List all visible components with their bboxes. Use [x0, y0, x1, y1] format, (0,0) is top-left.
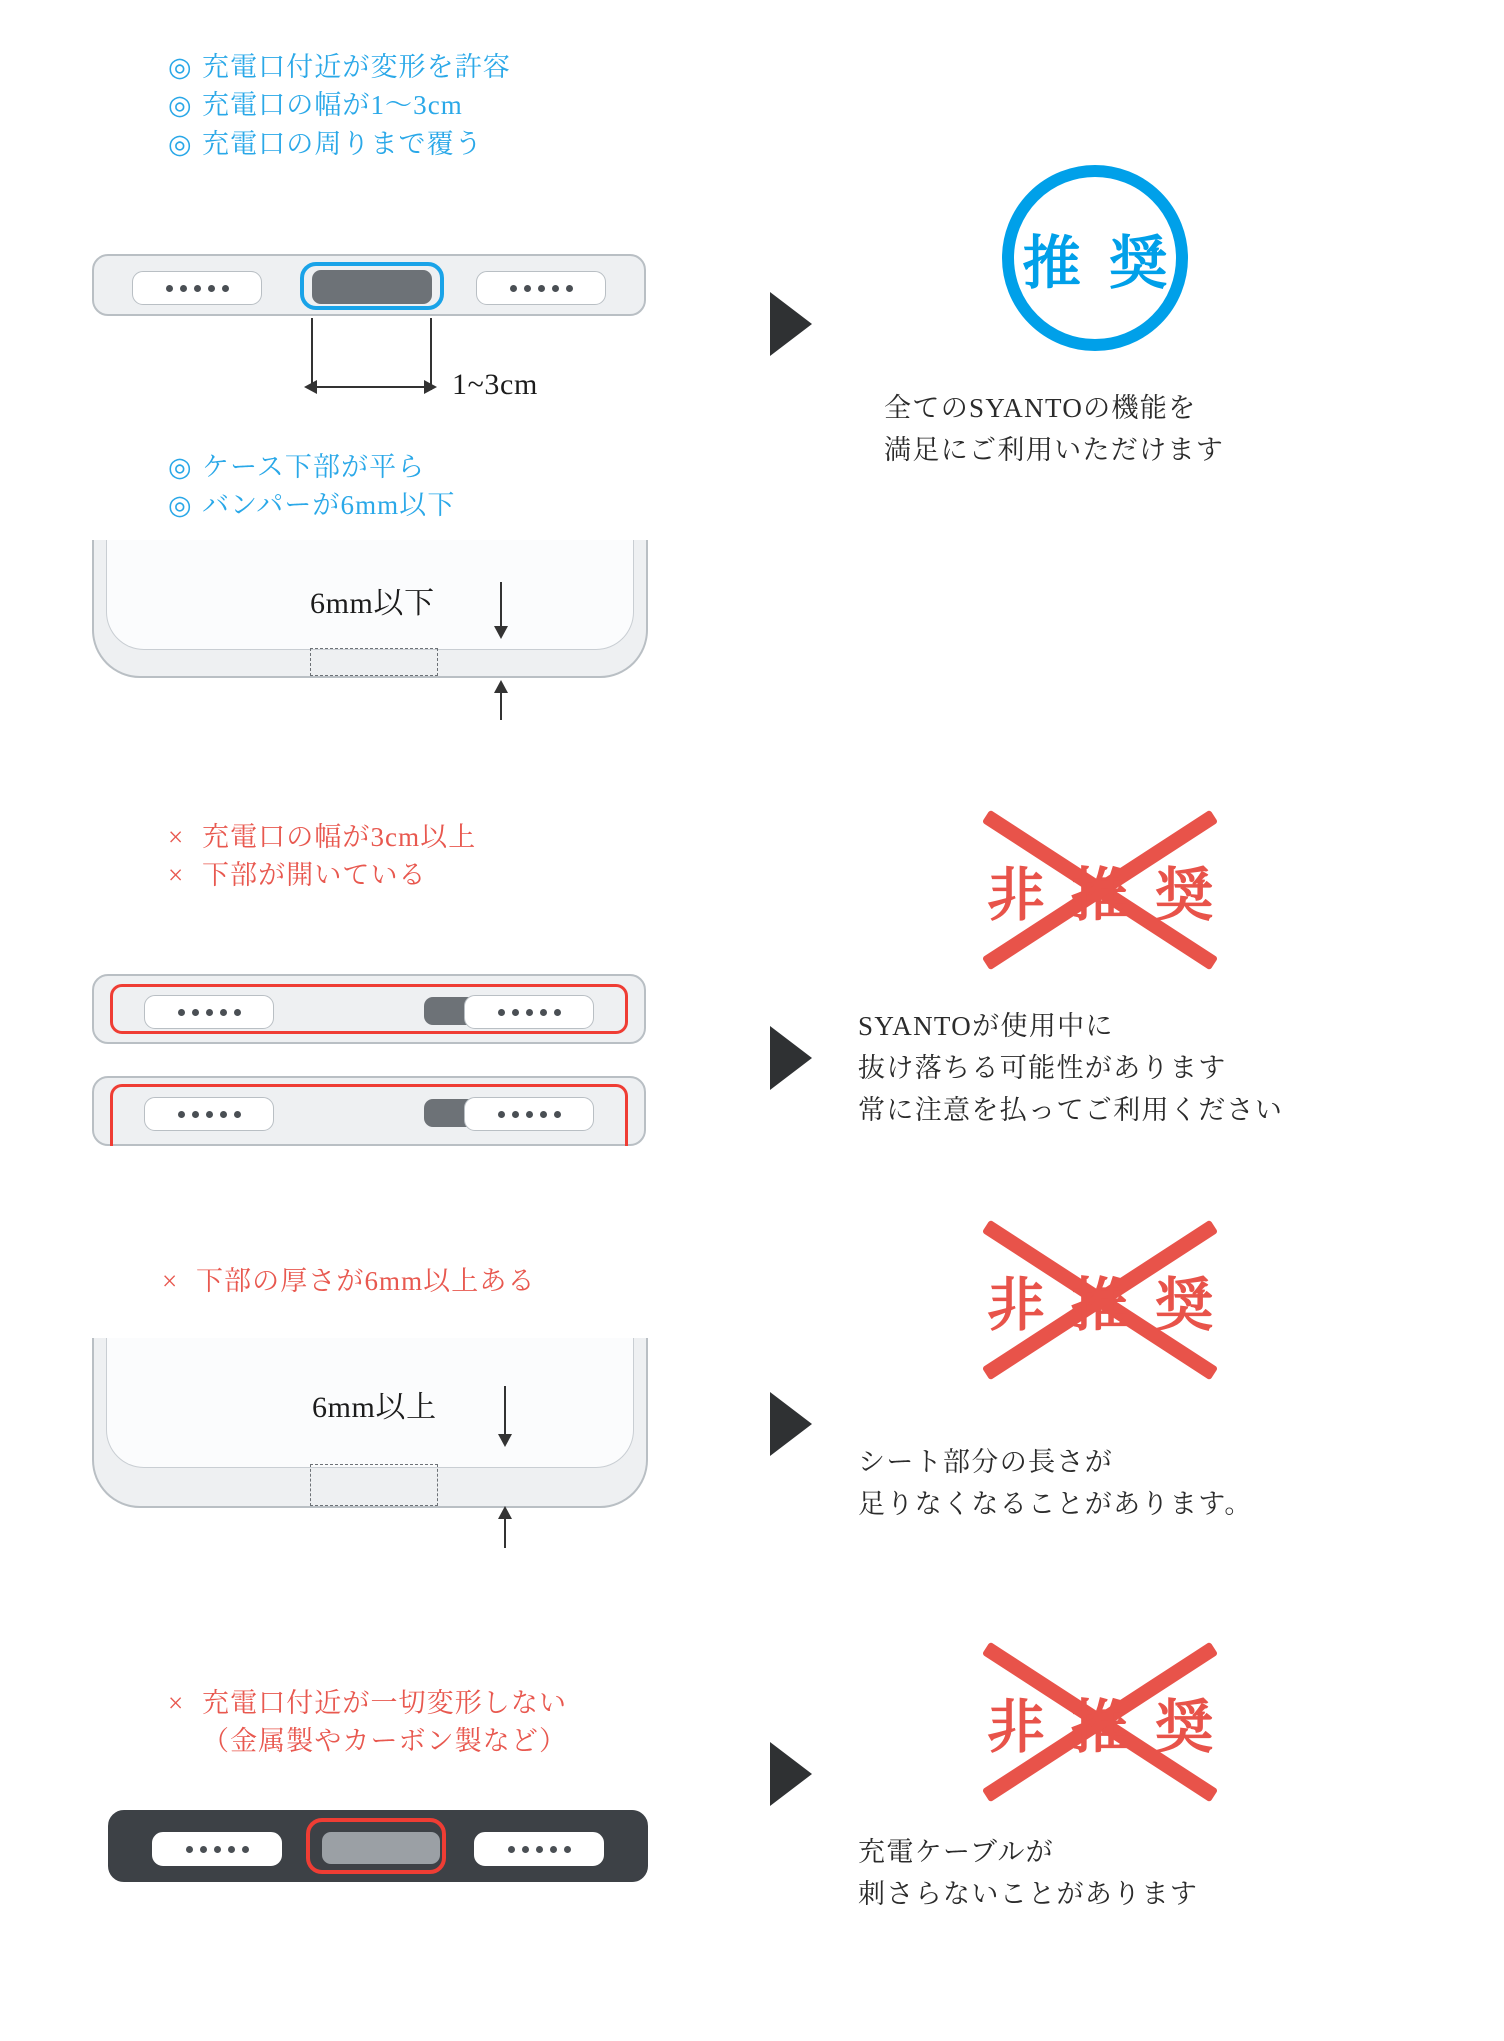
criteria-mark: ◎	[168, 90, 193, 121]
criteria-text: バンパーが6mm以下	[202, 490, 456, 521]
criteria-mark: ×	[162, 1266, 179, 1296]
measure-guide-thickness-bottom	[500, 690, 502, 720]
measure-guide-thickness-top	[500, 582, 502, 630]
caption-line: 抜け落ちる可能性があります	[858, 1052, 1227, 1083]
criteria-mark: ◎	[168, 52, 193, 82]
criteria-mark: ×	[168, 822, 185, 852]
sheet-insert-area	[310, 1464, 438, 1506]
measure-guide-thickness-bottom	[504, 1516, 506, 1548]
criteria-item	[168, 1722, 567, 1760]
criteria-mark: ◎	[168, 490, 193, 521]
case-cutout-outline-wide	[110, 984, 628, 1034]
criteria-item	[168, 818, 476, 856]
measure-label-port-width: 1~3cm	[452, 368, 538, 401]
caption-line: 足りなくなることがあります。	[858, 1488, 1253, 1519]
criteria-list-ng-rigid	[168, 1684, 567, 1761]
measure-label-bumper-thickness-ng: 6mm以上	[312, 1391, 437, 1424]
badge-not-recommended-width	[970, 802, 1230, 978]
criteria-text: （金属製やカーボン製など）	[202, 1726, 568, 1757]
criteria-text: 充電口の周りまで覆う	[202, 128, 483, 159]
criteria-text: 充電口付近が一切変形しない	[202, 1688, 568, 1718]
flow-pointer-ng-thickness	[770, 1392, 812, 1456]
badge-label: 非 推 奨	[986, 863, 1219, 928]
measure-guide-thickness-top	[504, 1386, 506, 1438]
criteria-item	[168, 856, 476, 894]
caption-recommended	[884, 388, 1224, 472]
caption-ng-thickness	[858, 1442, 1253, 1526]
speaker-grille-left	[132, 271, 262, 305]
flow-pointer-recommended	[770, 292, 812, 356]
case-cutout-outline-open-bottom	[110, 1084, 628, 1146]
caption-line: SYANTOが使用中に	[858, 1011, 1114, 1041]
caption-ng-width	[858, 1006, 1283, 1132]
measure-arrow-down	[498, 1434, 512, 1447]
criteria-text: ケース下部が平ら	[202, 452, 426, 482]
criteria-text: 下部が開いている	[202, 860, 427, 891]
badge-recommended: 推 奨	[1002, 165, 1188, 351]
caption-line: シート部分の長さが	[858, 1447, 1114, 1477]
measure-label-bumper-thickness: 6mm以下	[310, 587, 435, 620]
criteria-mark: ◎	[168, 128, 193, 159]
criteria-item	[168, 448, 455, 486]
criteria-item	[162, 1262, 536, 1300]
measure-arrow-down	[494, 626, 508, 639]
criteria-item	[168, 486, 455, 524]
measure-arrow-right	[424, 380, 437, 394]
measure-arrow-up	[498, 1506, 512, 1519]
badge-not-recommended-thickness	[970, 1212, 1230, 1388]
criteria-item	[168, 48, 511, 86]
caption-line: 刺さらないことがあります	[858, 1878, 1199, 1909]
criteria-item	[168, 125, 511, 163]
criteria-list-recommended-front	[168, 48, 511, 163]
badge-label: 非 推 奨	[986, 1273, 1219, 1338]
criteria-list-ng-width	[168, 818, 476, 895]
flow-pointer-ng-width	[770, 1026, 812, 1090]
caption-line: 全てのSYANTOの機能を	[884, 393, 1197, 423]
measure-arrow-up	[494, 680, 508, 693]
speaker-grille-right	[474, 1832, 604, 1866]
caption-ng-rigid	[858, 1832, 1198, 1916]
flow-pointer-ng-rigid	[770, 1742, 812, 1806]
caption-line: 充電ケーブルが	[858, 1837, 1055, 1867]
charging-port-highlight-ring	[300, 262, 444, 310]
badge-label: 非 推 奨	[986, 1695, 1219, 1760]
speaker-grille-right	[476, 271, 606, 305]
badge-not-recommended-rigid	[970, 1634, 1230, 1810]
criteria-text: 充電口の幅が3cm以上	[202, 822, 477, 852]
sheet-insert-area	[310, 648, 438, 676]
measure-arrow-left	[304, 380, 317, 394]
speaker-grille-left	[152, 1832, 282, 1866]
caption-line: 常に注意を払ってご利用ください	[858, 1094, 1284, 1125]
criteria-mark: ×	[168, 860, 185, 891]
criteria-item	[168, 86, 511, 124]
criteria-mark: ◎	[168, 452, 193, 482]
criteria-item	[168, 1684, 567, 1722]
caption-line: 満足にご利用いただけます	[884, 434, 1225, 465]
charging-port-warning-ring	[306, 1818, 446, 1874]
criteria-list-recommended-side	[168, 448, 455, 525]
criteria-mark: ×	[168, 1688, 185, 1718]
criteria-text: 充電口の幅が1〜3cm	[202, 90, 463, 121]
measure-bar-width	[311, 386, 430, 388]
criteria-text: 充電口付近が変形を許容	[202, 52, 511, 82]
criteria-text: 下部の厚さが6mm以上ある	[196, 1266, 536, 1296]
criteria-list-ng-thickness	[162, 1262, 536, 1300]
